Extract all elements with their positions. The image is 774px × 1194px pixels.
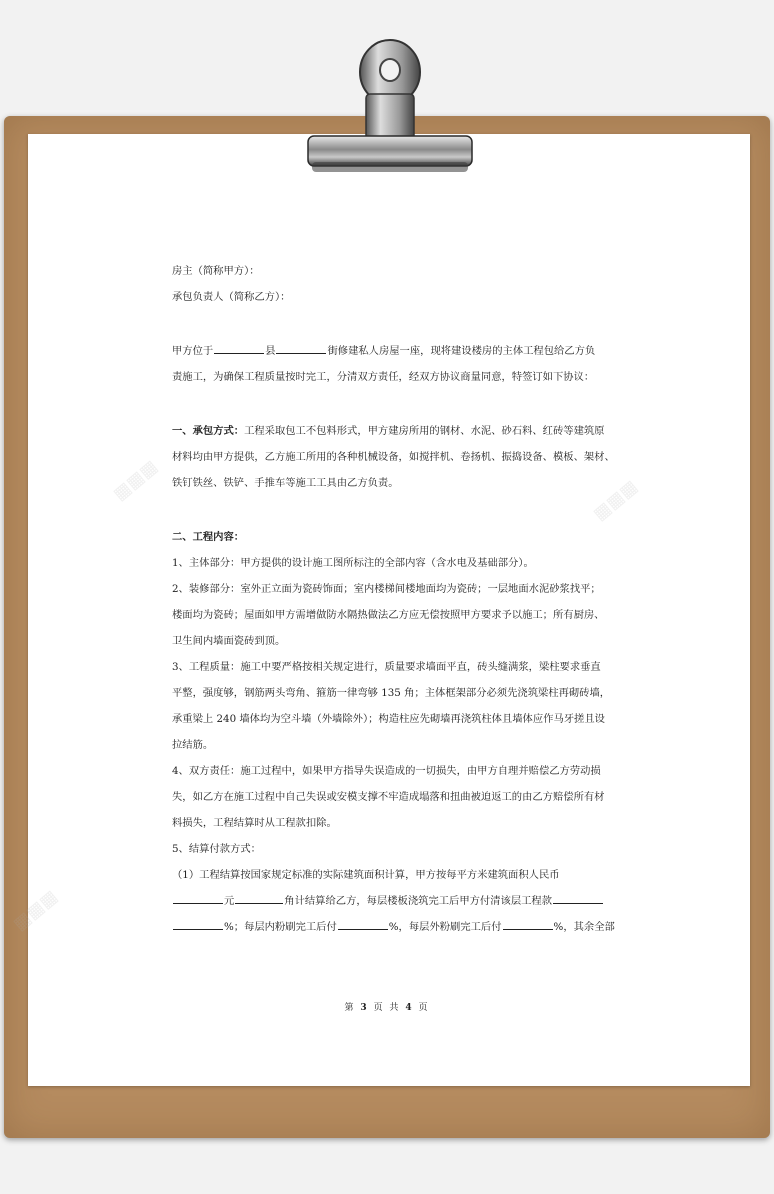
intro-line-2: 责施工，为确保工程质量按时完工，分清双方责任，经双方协议商量同意，特签订如下协议：: [172, 371, 595, 383]
footer-text: 页: [418, 1003, 430, 1013]
clause-3-line-1: 3、工程质量：施工中要严格按相关规定进行，质量要求墙面平直，砖头缝满浆，梁柱要求垂直: [172, 661, 601, 673]
party-a-line: 房主（简称甲方）：: [172, 265, 260, 277]
watermark: ▦▦▦: [109, 456, 162, 505]
party-b-line: 承包负责人（简称乙方）：: [172, 291, 291, 303]
payment-text: 角计结算给乙方，每层楼板浇筑完工后甲方付清该层工程款: [284, 895, 553, 907]
clause-4-line-2: 失，如乙方在施工过程中自己失误或安模支撑不牢造成塌落和扭曲被迫返工的由乙方赔偿所有材: [172, 791, 605, 803]
payment-line-3: [172, 914, 615, 940]
page-footer: [0, 1000, 774, 1013]
blank-field: [276, 341, 326, 354]
clause-3-line-4: 拉结筋。: [172, 739, 214, 751]
page-number: 3: [360, 1003, 369, 1013]
clause-5-heading: 5、结算付款方式：: [172, 843, 261, 855]
payment-text: %，每层外粉刷完工后付: [388, 921, 502, 933]
intro-text: 甲方位于: [172, 345, 214, 357]
blank-field: [173, 917, 223, 930]
binder-clip-icon: [300, 24, 480, 180]
intro-text: 县: [265, 345, 276, 357]
clause-1: 1、主体部分：甲方提供的设计施工图所标注的全部内容（含水电及基础部分）。: [172, 557, 534, 569]
section-1-line-1: [172, 418, 612, 444]
clause-4-line-1: 4、双方责任：施工过程中，如果甲方指导失误造成的一切损失，由甲方自理并赔偿乙方劳动损: [172, 765, 601, 777]
clause-3-line-3: 承重梁上 240 墙体均为空斗墙（外墙除外）；构造柱应先砌墙再浇筑柱体且墙体应作马牙搓且设: [172, 713, 605, 725]
blank-field: [173, 891, 223, 904]
payment-text: %，其余全部: [553, 921, 615, 933]
intro-text: 街修建私人房屋一座，现将建设楼房的主体工程包给乙方负: [327, 345, 596, 357]
blank-field: [214, 341, 264, 354]
blank-field: [235, 891, 283, 904]
paragraph-text: 工程采取包工不包料形式，甲方建房所用的钢材、水泥、砂石料、红砖等建筑原: [244, 425, 605, 437]
clause-2-line-3: 卫生间内墙面瓷砖到顶。: [172, 635, 286, 647]
total-pages: 4: [405, 1003, 414, 1013]
payment-line-1: （1）工程结算按国家规定标准的实际建筑面积计算，甲方按每平方米建筑面积人民币: [172, 869, 560, 881]
watermark: ▦▦▦: [589, 476, 642, 525]
clause-2-line-1: 2、装修部分：室外正立面为瓷砖饰面；室内楼梯间楼地面均为瓷砖；一层地面水泥砂浆找平；: [172, 583, 601, 595]
watermark: ▦▦▦: [9, 886, 62, 935]
section-2-heading: [172, 524, 612, 550]
footer-text: 页 共: [373, 1003, 401, 1013]
section-heading: 二、工程内容：: [172, 531, 245, 543]
payment-line-2: [172, 888, 612, 914]
blank-field: [503, 917, 553, 930]
blank-field: [553, 891, 603, 904]
blank-field: [338, 917, 388, 930]
clause-4-line-3: 料损失，工程结算时从工程款扣除。: [172, 817, 337, 829]
clause-3-line-2: 平整，强度够，钢筋两头弯角、箍筋一律弯够 135 角；主体框架部分必须先浇筑梁柱再砌砖墙，: [172, 687, 611, 699]
footer-text: 第: [344, 1003, 356, 1013]
clause-2-line-2: 楼面均为瓷砖；屋面如甲方需增做防水隔热做法乙方应无偿按照甲方要求予以施工；所有厨房、: [172, 609, 605, 621]
section-1-line-3: 铁钉铁丝、铁铲、手推车等施工工具由乙方负责。: [172, 477, 399, 489]
contract-body: [172, 258, 615, 940]
payment-text: 元: [224, 895, 235, 907]
section-1-line-2: 材料均由甲方提供，乙方施工所用的各种机械设备，如搅拌机、卷扬机、振捣设备、模板、架材、: [172, 451, 615, 463]
section-heading: 一、承包方式：: [172, 425, 245, 437]
intro-line-1: [172, 338, 612, 364]
payment-text: %；每层内粉刷完工后付: [224, 921, 337, 933]
